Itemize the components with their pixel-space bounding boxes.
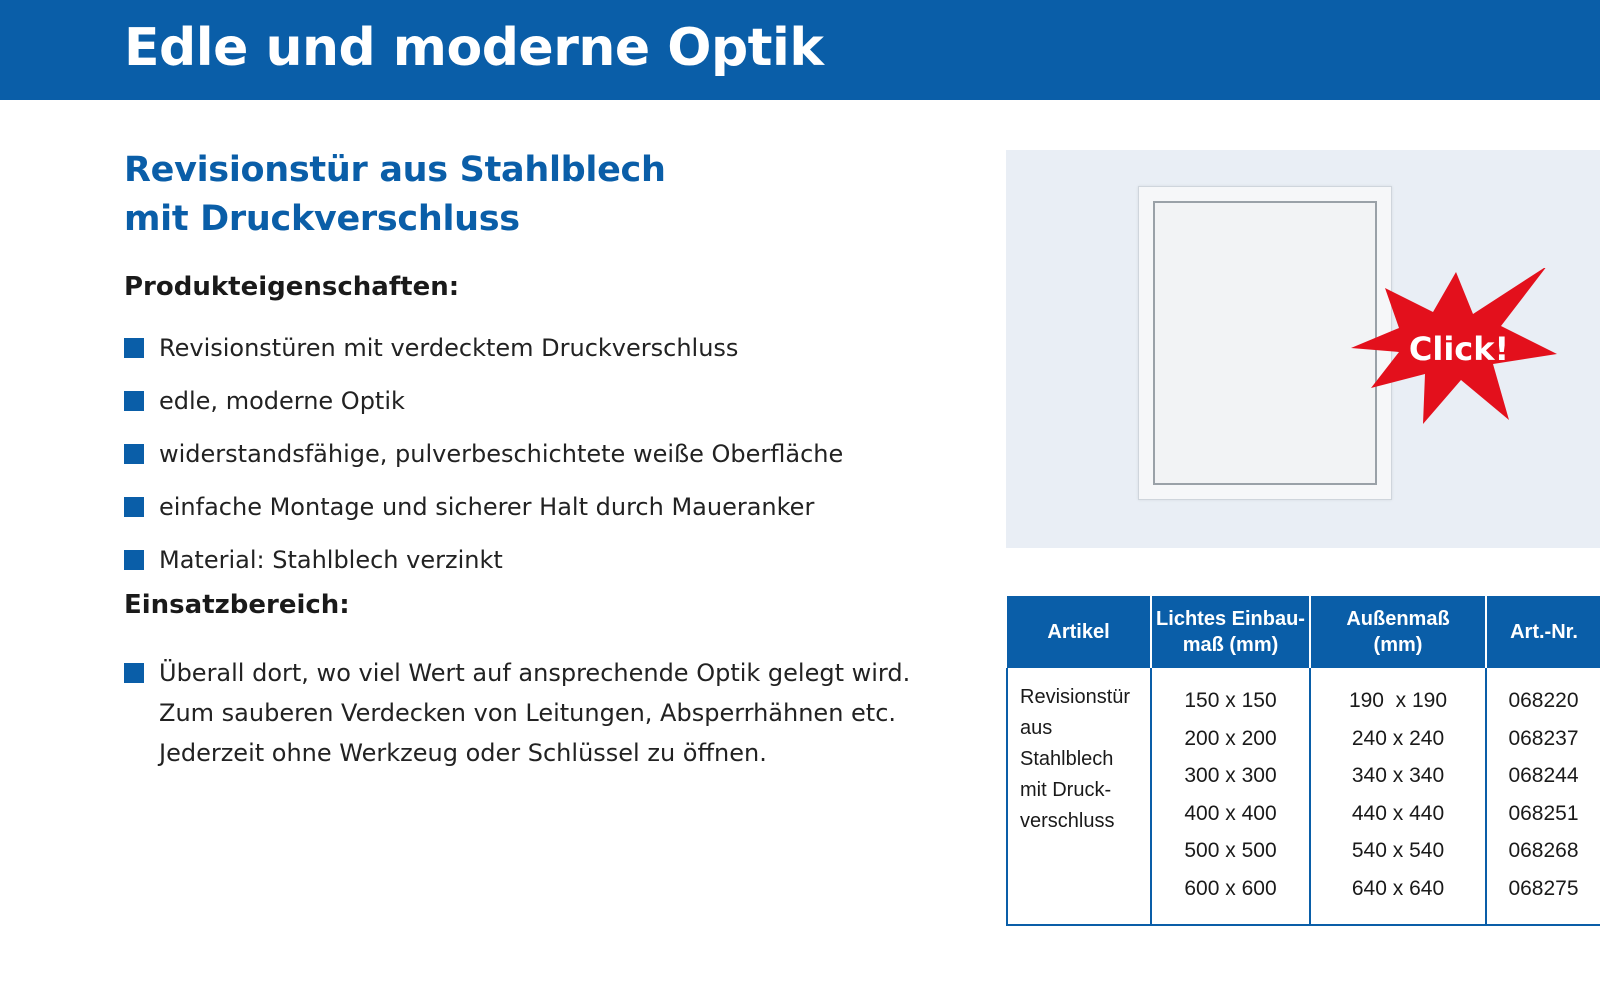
- article-number: 068251: [1508, 801, 1579, 825]
- spec-table: [1006, 596, 1600, 926]
- article-number: 068268: [1508, 839, 1579, 862]
- usage-line: Überall dort, wo viel Wert auf ansprechende Optik gelegt wird.: [159, 659, 911, 687]
- square-bullet-icon: [124, 391, 144, 411]
- installation-size: 500 x 500: [1184, 839, 1277, 862]
- square-bullet-icon: [124, 497, 144, 517]
- column-header-installation-size: [1151, 596, 1310, 668]
- installation-size: 150 x 150: [1184, 689, 1277, 712]
- outer-size: 540 x 540: [1351, 839, 1445, 862]
- column-header-article-number: [1486, 596, 1600, 668]
- list-item-text: einfache Montage und sicherer Halt durch Maueranker: [159, 493, 815, 521]
- properties-heading: Produkteigenschaften:: [124, 272, 460, 302]
- list-item-text: Revisionstüren mit verdecktem Druckverschluss: [159, 334, 739, 362]
- outer-size: 640 x 640: [1351, 876, 1445, 900]
- usage-line: Zum sauberen Verdecken von Leitungen, Absperrhähnen etc.: [159, 699, 897, 727]
- table-row: [1007, 668, 1600, 925]
- article-description-cell: [1007, 668, 1151, 925]
- article-number-cell: [1486, 668, 1600, 925]
- outer-size-cell: [1310, 668, 1486, 925]
- header-banner: [0, 0, 1600, 100]
- list-item-text: widerstandsfähige, pulverbeschichtete weiße Oberfläche: [159, 440, 844, 468]
- square-bullet-icon: [124, 338, 144, 358]
- installation-size: 600 x 600: [1184, 876, 1277, 900]
- article-number: 068244: [1508, 764, 1579, 787]
- usage-line: Jederzeit ohne Werkzeug oder Schlüssel zu öffnen.: [159, 739, 767, 767]
- outer-size: 440 x 440: [1351, 801, 1445, 825]
- article-line: aus Stahlblech: [1020, 717, 1114, 770]
- list-item: [124, 322, 843, 375]
- article-number: 068220: [1508, 689, 1579, 712]
- click-badge[interactable]: [1351, 268, 1561, 428]
- product-title-line: mit Druckverschluss: [124, 199, 520, 239]
- header-line: (mm): [1373, 634, 1423, 656]
- article-line: verschluss: [1020, 810, 1115, 832]
- article-number: 068275: [1508, 876, 1579, 900]
- list-item: [124, 428, 843, 481]
- installation-size: 400 x 400: [1184, 801, 1277, 825]
- product-photo: [1006, 150, 1600, 548]
- square-bullet-icon: [124, 663, 144, 683]
- column-header-article: [1007, 596, 1151, 668]
- outer-size: 240 x 240: [1351, 726, 1445, 750]
- header-line: maß (mm): [1182, 634, 1279, 656]
- page-title: Edle und moderne Optik: [124, 18, 824, 78]
- article-number: 068237: [1508, 726, 1579, 750]
- installation-size: 200 x 200: [1184, 726, 1277, 750]
- list-item: [124, 375, 843, 428]
- access-door-panel: [1153, 201, 1377, 485]
- product-title: [124, 146, 924, 244]
- header-line: Artikel: [1047, 621, 1110, 643]
- article-line: mit Druck-: [1020, 779, 1112, 801]
- header-line: Außenmaß: [1346, 608, 1450, 630]
- header-line: Lichtes Einbau-: [1156, 608, 1305, 630]
- installation-size-cell: [1151, 668, 1310, 925]
- outer-size: 190 x 190: [1348, 689, 1448, 712]
- header-line: Art.-Nr.: [1510, 621, 1578, 643]
- list-item-text: Material: Stahlblech verzinkt: [159, 546, 503, 574]
- article-line: Revisionstür: [1020, 686, 1131, 708]
- usage-item: [124, 653, 910, 773]
- column-header-outer-size: [1310, 596, 1486, 668]
- click-badge-label: Click!: [1408, 330, 1510, 368]
- list-item: [124, 534, 843, 587]
- usage-heading: Einsatzbereich:: [124, 590, 350, 620]
- list-item-text: edle, moderne Optik: [159, 387, 405, 415]
- product-title-line: Revisionstür aus Stahlblech: [124, 150, 666, 190]
- outer-size: 340 x 340: [1351, 764, 1445, 787]
- square-bullet-icon: [124, 550, 144, 570]
- table-header-row: [1007, 596, 1600, 668]
- installation-size: 300 x 300: [1184, 764, 1277, 787]
- square-bullet-icon: [124, 444, 144, 464]
- properties-list: [124, 322, 843, 587]
- list-item: [124, 481, 843, 534]
